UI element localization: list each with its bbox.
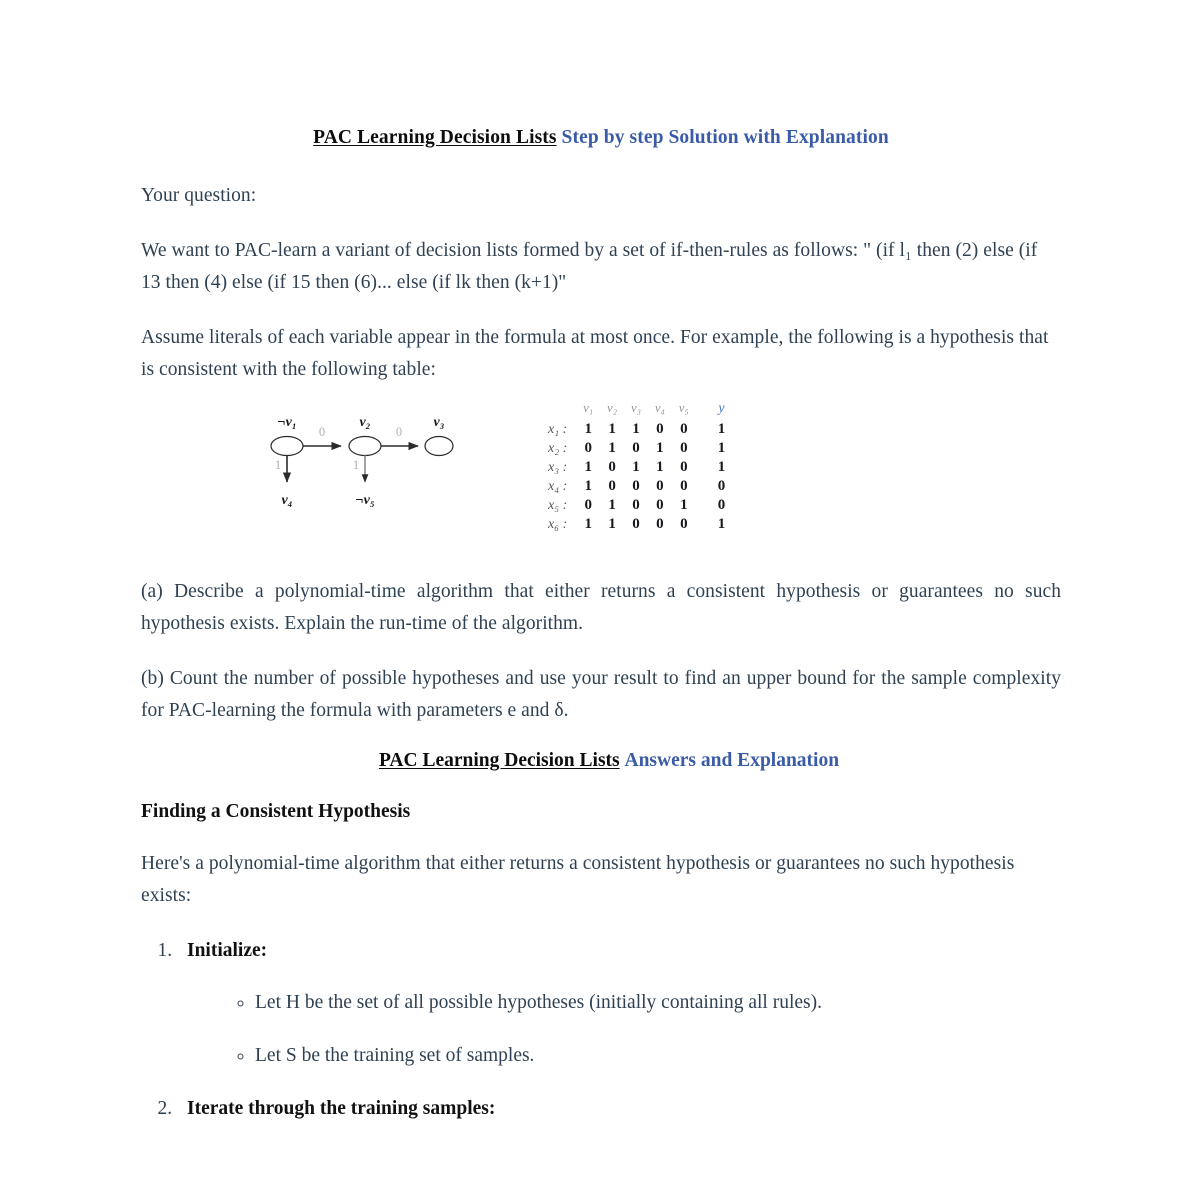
table-row <box>541 458 732 477</box>
table-cell: 0 <box>632 497 640 514</box>
algorithm-steps-list <box>141 935 1061 1125</box>
table-cell: 0 <box>680 516 688 533</box>
table-cell-y: 1 <box>717 516 726 533</box>
table-cell: 1 <box>584 478 592 495</box>
table-cell: 1 <box>584 459 592 476</box>
table-row-label: x₆ : <box>548 516 568 532</box>
sub-list <box>187 987 1061 1071</box>
graph-node-2 <box>349 437 381 456</box>
table-col-header-v5: v₅ <box>678 401 689 416</box>
question-paragraph-2: Assume literals of each variable appear in the formula at most once. For example, the following is a hypothesis that is consistent with the following table: <box>141 326 1049 380</box>
graph-node-2-label: v₂ <box>359 415 371 431</box>
table-cell: 0 <box>680 421 688 438</box>
page-title-secondary: Step by step Solution with Explanation <box>561 127 889 148</box>
table-cell-y: 0 <box>717 478 726 495</box>
graph-node-1 <box>271 437 303 456</box>
table-cell: 0 <box>632 478 640 495</box>
table-cell: 0 <box>608 478 616 495</box>
list-item <box>177 1093 1061 1124</box>
part-a-paragraph: (a) Describe a polynomial-time algorithm that either returns a consistent hypothesis or guarantees no such hypothesis exists. Explain the run-time of the algorithm. <box>141 581 1061 635</box>
decision-list-graph-svg <box>261 408 461 513</box>
table-cell: 0 <box>656 516 664 533</box>
table-row-label: x₂ : <box>548 440 568 456</box>
table-cell: 0 <box>656 478 664 495</box>
truth-table <box>541 400 732 534</box>
question-label: Your question: <box>141 185 257 207</box>
table-col-header-y: y <box>718 401 725 417</box>
table-cell: 0 <box>680 440 688 457</box>
graph-leaf-1-label: v₄ <box>281 493 293 509</box>
graph-leaf-2-label: ¬v₅ <box>355 493 375 509</box>
table-row <box>541 496 732 515</box>
decision-list-graph <box>261 408 461 518</box>
table-cell: 0 <box>632 516 640 533</box>
table-cell: 1 <box>680 497 688 514</box>
step-label: Initialize: <box>187 939 268 961</box>
page-title-primary: PAC Learning Decision Lists <box>313 127 557 148</box>
table-cell: 1 <box>608 497 616 514</box>
part-b-paragraph: (b) Count the number of possible hypotheses and use your result to find an upper bound for the sample complexity for PAC-learning the formula with parameters e and δ. <box>141 667 1061 721</box>
truth-table-grid <box>541 400 732 534</box>
table-header-row <box>541 400 732 420</box>
document-content <box>141 126 1061 1146</box>
table-row-label: x₄ : <box>548 478 568 494</box>
table-cell: 1 <box>632 421 640 438</box>
table-cell: 1 <box>608 516 616 533</box>
step-label: Iterate through the training samples: <box>187 1098 496 1120</box>
table-row-label: x₁ : <box>548 421 568 437</box>
table-cell: 0 <box>632 440 640 457</box>
table-cell: 1 <box>632 459 640 476</box>
table-cell: 0 <box>584 497 592 514</box>
table-row <box>541 439 732 458</box>
graph-node-3 <box>425 437 453 456</box>
answers-title-secondary: Answers and Explanation <box>624 750 840 772</box>
table-col-header-v3: v₃ <box>631 401 641 416</box>
list-item: ◦ Let H be the set of all possible hypotheses (initially containing all rules). <box>255 987 1061 1018</box>
table-cell-y: 1 <box>717 440 726 457</box>
table-cell-y: 1 <box>717 459 726 476</box>
table-row <box>541 515 732 534</box>
table-cell: 0 <box>608 459 616 476</box>
table-cell: 1 <box>584 421 592 438</box>
list-item <box>177 935 1061 1072</box>
table-row-label: x₃ : <box>548 459 568 475</box>
section-heading: Finding a Consistent Hypothesis <box>141 800 411 822</box>
graph-edge-label-0-a: 0 <box>318 425 326 440</box>
graph-node-1-label: ¬v₁ <box>277 415 297 431</box>
table-row-label: x₅ : <box>548 497 568 513</box>
list-item: ◦ Let S be the training set of samples. <box>255 1040 1061 1071</box>
table-cell-y: 0 <box>717 497 726 514</box>
table-cell: 1 <box>608 421 616 438</box>
table-col-header-v4: v₄ <box>654 401 665 416</box>
graph-node-3-label: v₃ <box>433 415 445 431</box>
table-row <box>541 420 732 439</box>
table-col-header-v1: v₁ <box>583 401 594 416</box>
table-row <box>541 477 732 496</box>
table-cell: 0 <box>656 421 664 438</box>
table-cell: 1 <box>656 459 664 476</box>
answers-title <box>141 749 1061 773</box>
example-figure <box>141 401 1061 558</box>
table-cell: 0 <box>656 497 664 514</box>
graph-edge-label-0-b: 0 <box>395 425 403 440</box>
table-cell: 1 <box>608 440 616 457</box>
intro-paragraph: Here's a polynomial-time algorithm that either returns a consistent hypothesis or guarantees no such hypothesis exists: <box>141 853 1015 906</box>
page-title <box>141 126 1061 150</box>
table-cell: 1 <box>584 516 592 533</box>
table-cell: 1 <box>656 440 664 457</box>
table-cell: 0 <box>584 440 592 457</box>
table-cell: 0 <box>680 459 688 476</box>
answers-title-primary: PAC Learning Decision Lists <box>378 750 620 772</box>
question-paragraph-1: We want to PAC-learn a variant of decision lists formed by a set of if-then-rules as follows: " (if l₁ then (2) else (if 13 then (4) else (if 15 then (6)... else (if lk then (k+1)" <box>141 240 1038 293</box>
table-corner-blank <box>541 400 576 420</box>
graph-edge-label-1-a: 1 <box>274 458 282 473</box>
graph-edge-label-1-b: 1 <box>352 458 360 473</box>
table-cell: 0 <box>680 478 688 495</box>
table-cell-y: 1 <box>717 421 726 438</box>
table-col-header-v2: v₂ <box>607 401 618 416</box>
